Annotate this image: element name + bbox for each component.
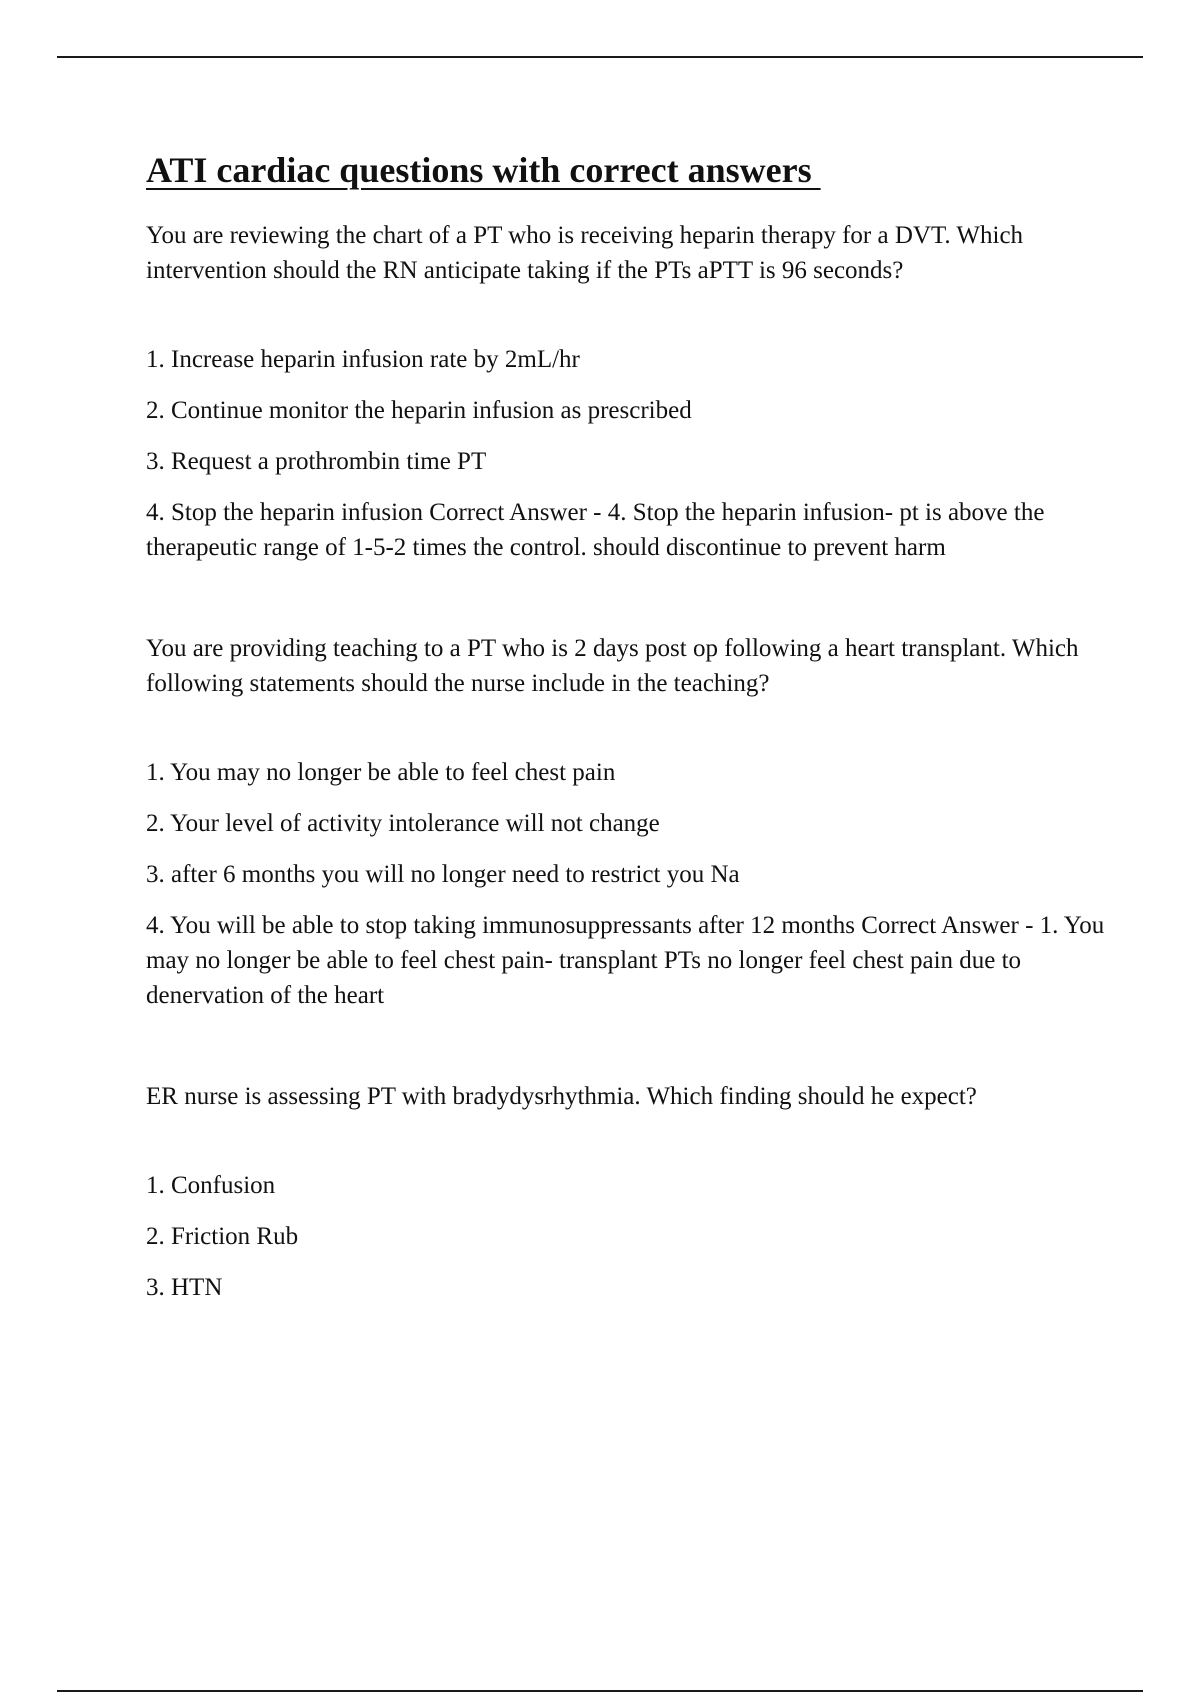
footer-rule <box>57 1690 1143 1692</box>
answer-option: 2. Continue monitor the heparin infusion as prescribed <box>146 397 692 424</box>
question-block-3 <box>146 1079 1106 1305</box>
answer-options <box>146 1168 1106 1305</box>
document-body <box>146 146 1106 1305</box>
answer-option: 3. Request a prothrombin time PT <box>146 448 487 475</box>
answer-option: 4. Stop the heparin infusion Correct Answer - 4. Stop the heparin infusion- pt is above the therapeutic range of 1-5-2 times the control. should discontinue to prevent harm <box>146 499 1045 561</box>
question-block-2 <box>146 631 1106 1013</box>
question-stem: You are providing teaching to a PT who is 2 days post op following a heart transplant. Which following statements should the nurse include in the teaching? <box>146 635 1079 697</box>
answer-option: 2. Your level of activity intolerance will not change <box>146 810 660 837</box>
document-title: ATI cardiac questions with correct answers <box>146 150 821 190</box>
answer-option: 4. You will be able to stop taking immunosuppressants after 12 months Correct Answer - 1. You may no longer be able to feel chest pain- transplant PTs no longer feel chest pain due to denervation of the heart <box>146 912 1105 1009</box>
question-stem: You are reviewing the chart of a PT who is receiving heparin therapy for a DVT. Which intervention should the RN anticipate taking if the PTs aPTT is 96 seconds? <box>146 222 1024 284</box>
answer-option: 1. You may no longer be able to feel chest pain <box>146 759 616 786</box>
question-block-1 <box>146 218 1106 565</box>
answer-option: 3. after 6 months you will no longer need to restrict you Na <box>146 861 740 888</box>
answer-option: 1. Increase heparin infusion rate by 2mL/hr <box>146 346 580 373</box>
header-rule <box>57 56 1143 58</box>
answer-options <box>146 755 1106 1013</box>
answer-option: 3. HTN <box>146 1274 223 1301</box>
answer-option: 1. Confusion <box>146 1172 276 1199</box>
answer-option: 2. Friction Rub <box>146 1223 299 1250</box>
answer-options <box>146 342 1106 565</box>
question-stem: ER nurse is assessing PT with bradydysrhythmia. Which finding should he expect? <box>146 1083 977 1110</box>
